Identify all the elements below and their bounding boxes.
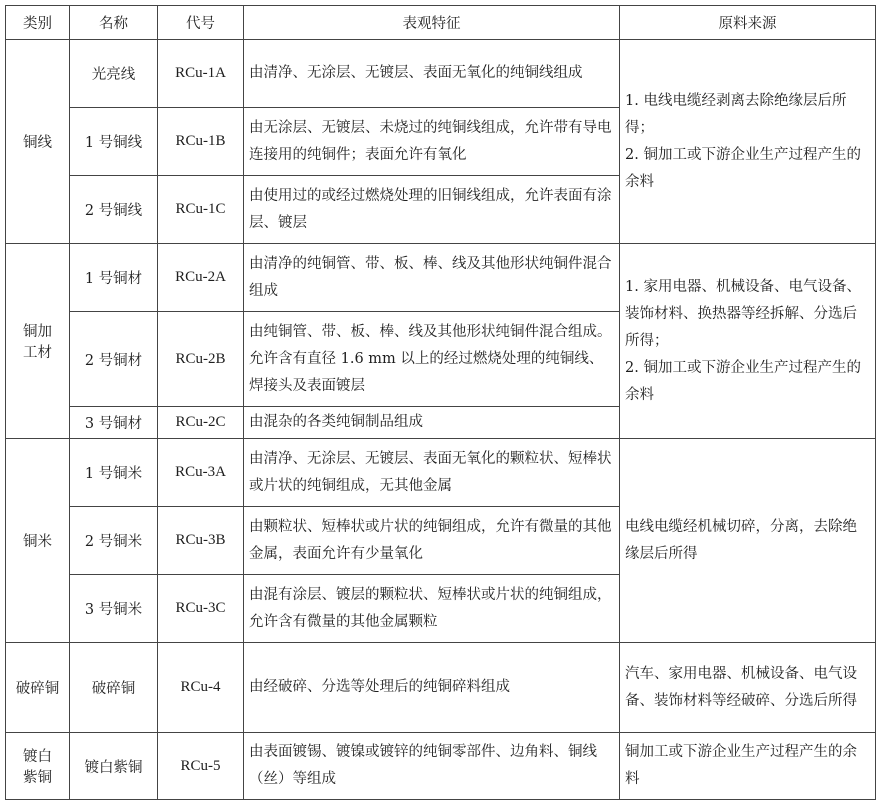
feature-cell: 由使用过的或经过燃烧处理的旧铜线组成，允许表面有涂层、镀层 — [244, 176, 620, 244]
code-cell: RCu-2B — [158, 312, 244, 407]
code-cell: RCu-1A — [158, 40, 244, 108]
name-cell: 破碎铜 — [70, 643, 158, 733]
feature-cell: 由清净、无涂层、无镀层、表面无氧化的纯铜线组成 — [244, 40, 620, 108]
name-cell: 2 号铜材 — [70, 312, 158, 407]
code-cell: RCu-3C — [158, 575, 244, 643]
table-row — [6, 733, 876, 800]
source-line: 电线电缆经机械切碎，分离，去除绝缘层后所得 — [625, 518, 857, 562]
source-line: 2. 铜加工或下游企业生产过程产生的余料 — [625, 146, 861, 190]
code-cell: RCu-5 — [158, 733, 244, 800]
name-cell: 3 号铜材 — [70, 407, 158, 439]
source-line: 1. 家用电器、机械设备、电气设备、装饰材料、换热器等经拆解、分选后所得； — [625, 278, 861, 349]
name-cell: 3 号铜米 — [70, 575, 158, 643]
header-feature: 表观特征 — [244, 6, 620, 40]
category-cell: 铜线 — [6, 40, 70, 244]
table-row — [6, 643, 876, 733]
name-cell: 2 号铜米 — [70, 507, 158, 575]
category-line: 紫铜 — [23, 770, 52, 786]
source-line: 铜加工或下游企业生产过程产生的余料 — [625, 744, 857, 787]
category-line: 铜加 — [23, 324, 52, 340]
source-cell — [620, 733, 876, 800]
source-line: 汽车、家用电器、机械设备、电气设备、装饰材料等经破碎、分选后所得 — [625, 665, 857, 709]
feature-cell: 由无涂层、无镀层、未烧过的纯铜线组成，允许带有导电连接用的纯铜件；表面允许有氧化 — [244, 108, 620, 176]
feature-cell: 由经破碎、分选等处理后的纯铜碎料组成 — [244, 643, 620, 733]
code-cell: RCu-3A — [158, 439, 244, 507]
name-cell: 1 号铜线 — [70, 108, 158, 176]
feature-cell: 由表面镀锡、镀镍或镀锌的纯铜零部件、边角料、铜线（丝）等组成 — [244, 733, 620, 800]
source-cell — [620, 439, 876, 643]
feature-cell: 由混有涂层、镀层的颗粒状、短棒状或片状的纯铜组成，允许含有微量的其他金属颗粒 — [244, 575, 620, 643]
header-source: 原料来源 — [620, 6, 876, 40]
copper-scrap-classification-table — [5, 5, 876, 800]
code-cell: RCu-3B — [158, 507, 244, 575]
code-cell: RCu-4 — [158, 643, 244, 733]
feature-cell: 由清净、无涂层、无镀层、表面无氧化的颗粒状、短棒状或片状的纯铜组成，无其他金属 — [244, 439, 620, 507]
source-line: 2. 铜加工或下游企业生产过程产生的余料 — [625, 359, 861, 403]
category-cell — [6, 244, 70, 439]
code-cell: RCu-1C — [158, 176, 244, 244]
name-cell: 2 号铜线 — [70, 176, 158, 244]
source-cell — [620, 40, 876, 244]
header-name: 名称 — [70, 6, 158, 40]
table-row — [6, 40, 876, 108]
name-cell: 1 号铜材 — [70, 244, 158, 312]
code-cell: RCu-1B — [158, 108, 244, 176]
source-cell — [620, 643, 876, 733]
name-cell: 镀白紫铜 — [70, 733, 158, 800]
header-code: 代号 — [158, 6, 244, 40]
header-category: 类别 — [6, 6, 70, 40]
feature-cell: 由纯铜管、带、板、棒、线及其他形状纯铜件混合组成。允许含有直径 1.6 mm 以上的经过燃烧处理的纯铜线、焊接头及表面镀层 — [244, 312, 620, 407]
source-cell — [620, 244, 876, 439]
feature-cell: 由混杂的各类纯铜制品组成 — [244, 407, 620, 439]
table-row — [6, 439, 876, 507]
category-cell: 破碎铜 — [6, 643, 70, 733]
code-cell: RCu-2A — [158, 244, 244, 312]
name-cell: 光亮线 — [70, 40, 158, 108]
feature-cell: 由清净的纯铜管、带、板、棒、线及其他形状纯铜件混合组成 — [244, 244, 620, 312]
category-cell: 铜米 — [6, 439, 70, 643]
code-cell: RCu-2C — [158, 407, 244, 439]
category-cell — [6, 733, 70, 800]
name-cell: 1 号铜米 — [70, 439, 158, 507]
category-line: 工材 — [23, 345, 52, 361]
table-row — [6, 244, 876, 312]
feature-cell: 由颗粒状、短棒状或片状的纯铜组成，允许有微量的其他金属，表面允许有少量氧化 — [244, 507, 620, 575]
source-line: 1. 电线电缆经剥离去除绝缘层后所得； — [625, 92, 847, 136]
header-row — [6, 6, 876, 40]
category-line: 镀白 — [23, 749, 52, 765]
